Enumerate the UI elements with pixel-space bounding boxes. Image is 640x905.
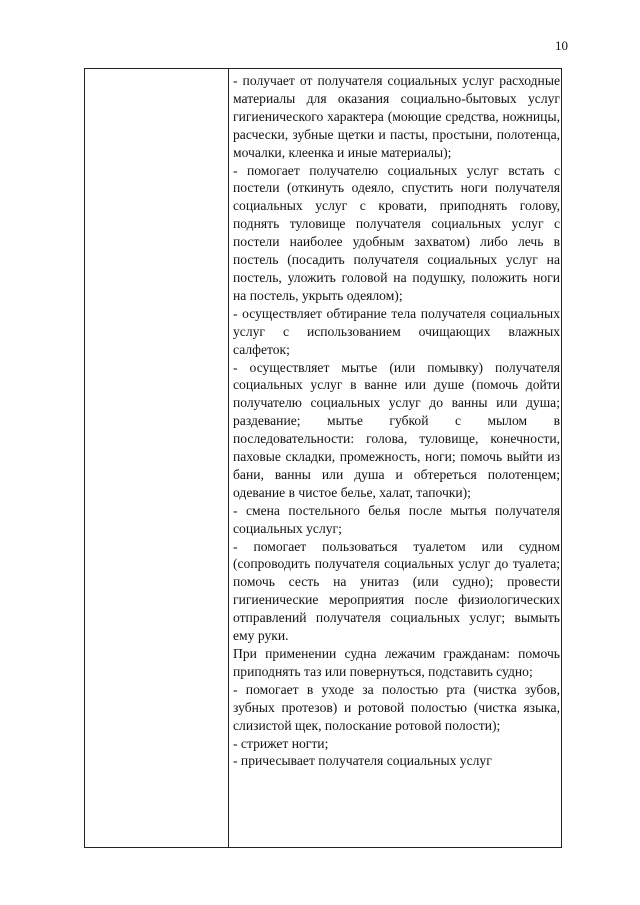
service-item-nails: - стрижет ногти; <box>233 735 329 751</box>
service-item-hair: - причесывает получателя социальных услуг <box>233 753 492 769</box>
service-item-bed-linen: - смена постельного белья после мытья получателя социальных услуг; <box>233 502 560 536</box>
service-item-bathing: - осуществляет мытье (или помывку) получателя социальных услуг в ванне или душе (помочь дойти получателю социальных услуг до ванны или душа; раздевание; мытье губкой с мылом в последовательности: голова, туловище, конечности, паховые складки, промежность, ноги; помочь выйти из бани, ванны или душа и обтереться полотенцем; одевание в чистое белье, халат, тапочки); <box>233 359 560 500</box>
service-item-materials: - получает от получателя социальных услуг расходные материалы для оказания социально-бытовых услуг гигиенического характера (моющие средства, ножницы, расчески, зубные щетки и пасты, простыни, полотенца, мочалки, клеенка и иные материалы); <box>233 73 560 160</box>
table-right-cell <box>233 72 560 770</box>
service-item-wiping: - осуществляет обтирание тела получателя социальных услуг с использованием очищающих влажных салфеток; <box>233 305 560 357</box>
page-number: 10 <box>555 38 568 53</box>
table-left-cell <box>85 69 229 847</box>
service-item-oral-care: - помогает в уходе за полостью рта (чистка зубов, зубных протезов) и ротовой полостью (чистка языка, слизистой щек, полоскание ротовой полости); <box>233 681 560 733</box>
service-item-toilet: - помогает пользоваться туалетом или судном (сопроводить получателя социальных услуг до туалета; помочь сесть на унитаз (или судно); провести гигиенические мероприятия после физиологических отправлений получателя социальных услуг; вымыть ему руки. <box>233 538 560 644</box>
services-table <box>84 68 562 848</box>
service-item-bed-assist: - помогает получателю социальных услуг встать с постели (откинуть одеяло, спустить ноги получателя социальных услуг с кровати, приподнять голову, поднять туловище получателя социальных услуг с постели наиболее удобным захватом) либо лечь в постель (посадить получателя социальных услуг на постель, уложить головой на подушку, положить ноги на постель, укрыть одеялом); <box>233 162 560 303</box>
service-item-bedpan: При применении судна лежачим гражданам: помочь приподнять таз или повернуться, подставить судно; <box>233 646 560 679</box>
